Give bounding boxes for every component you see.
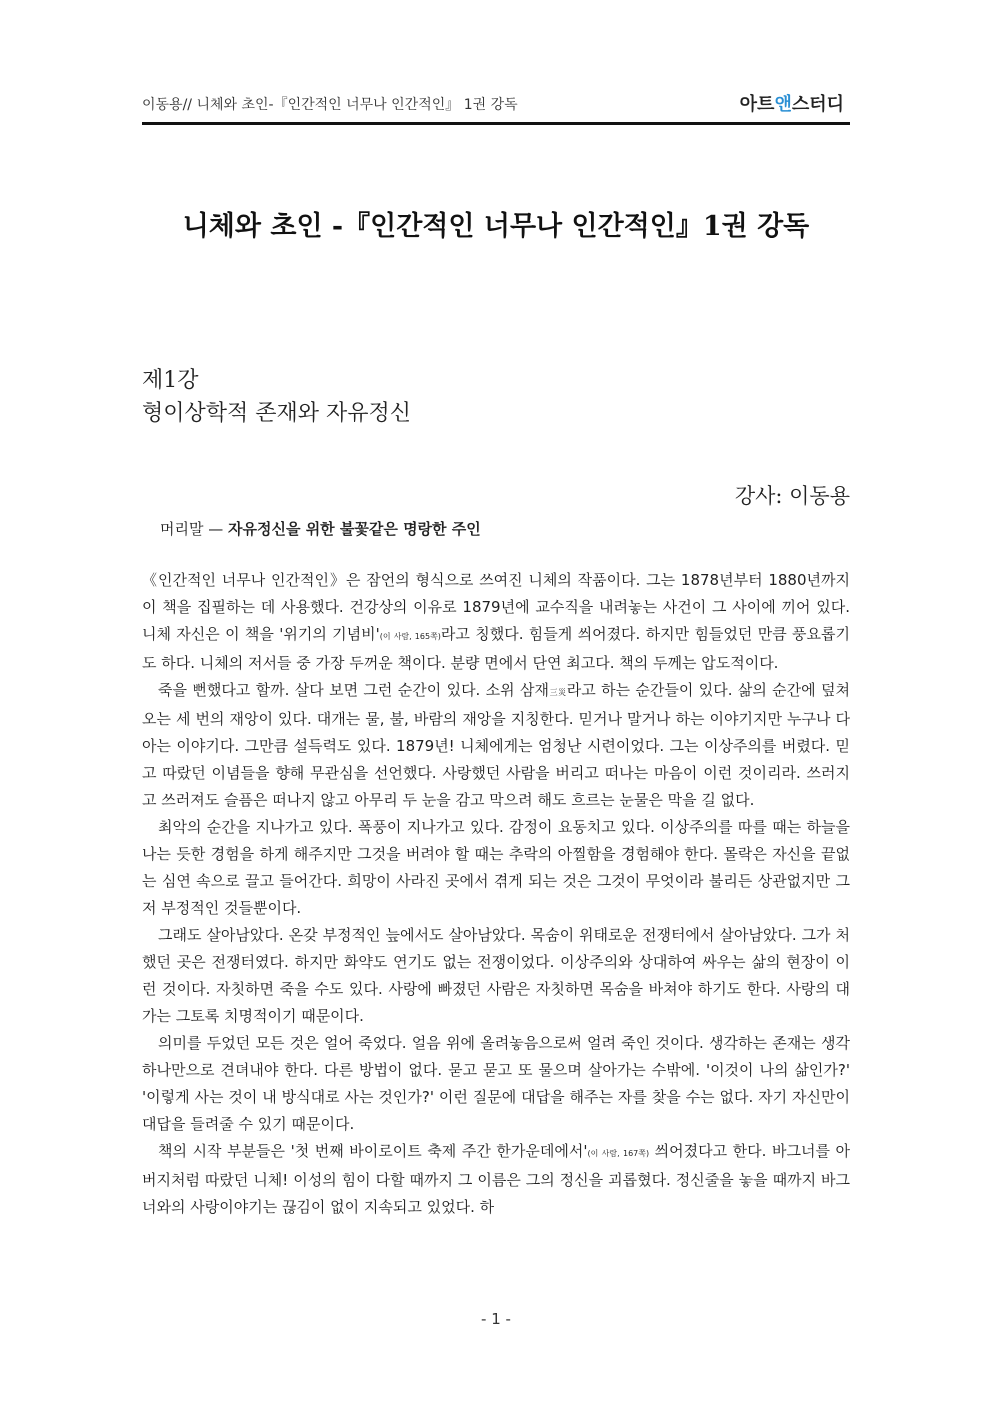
lecture-subtitle: 형이상학적 존재와 자유정신 [142, 401, 412, 426]
document-title: 니체와 초인 -『인간적인 너무나 인간적인』1권 강독 [182, 211, 810, 242]
body-text [142, 567, 850, 1221]
lecture-heading [142, 364, 411, 430]
paragraph [142, 677, 850, 814]
brand-part-1: 아트 [739, 94, 775, 115]
paragraph-text: 책의 시작 부분들은 '첫 번째 바이로이트 축제 주간 한가운데에서' [158, 1142, 588, 1160]
page-number: - 1 - [481, 1310, 511, 1328]
paragraph-text: 의미를 두었던 모든 것은 얼어 죽었다. 얼음 위에 올려놓음으로써 얼려 죽인 것이다. 생각하는 존재는 생각 하나만으로 견뎌내야 한다. 다른 방법이 없다. 묻고 묻고 또 물으며 살아가는 수밖에. '이것이 나의 삶인가?' '이렇게 사는 것이 내 방식대로 사는 것인가?' 이런 질문에 대답을 해주는 자를 찾을 수는 없다. 자기 자신만이 대답을 들려줄 수 있기 때문이다. [142, 1034, 850, 1133]
paragraph [142, 814, 850, 922]
paragraph [142, 567, 850, 677]
page-header [142, 88, 850, 125]
paragraph [142, 1138, 850, 1221]
paragraph-text: 최악의 순간을 지나가고 있다. 폭풍이 지나가고 있다. 감정이 요동치고 있다. 이상주의를 따를 때는 하늘을 나는 듯한 경험을 하게 해주지만 그것을 버려야 할 때는 추락의 아찔함을 경험해야 한다. 몰락은 자신을 끝없는 심연 속으로 끌고 들어간다. 희망이 사라진 곳에서 겪게 되는 것은 그것이 무엇이라 불리든 상관없지만 그저 부정적인 것들뿐이다. [142, 818, 850, 917]
paragraph [142, 922, 850, 1030]
paragraph-text: 《인간적인 너무나 인간적인》은 잠언의 형식으로 쓰여진 니체의 작품이다. 그는 1878년부터 1880년까지 이 책을 집필하는 데 사용했다. 건강상의 이유로 1879년에 교수직을 내려놓는 사건이 그 사이에 끼어 있다. 니체 자신은 이 책을 '위기의 기념비' [142, 571, 850, 643]
brand-logo [740, 90, 844, 116]
hanja-note: 三災 [549, 688, 567, 697]
preface-label: 머리말 — [160, 520, 229, 538]
citation-note: (이 사람, 165쪽) [379, 632, 441, 641]
brand-part-2: 스터디 [791, 94, 844, 115]
header-running-title: 이동용// 니체와 초인-『인간적인 너무나 인간적인』 1권 강독 [142, 97, 518, 113]
paragraph-text: 씌어졌다고 한다. 바그너를 아버지처럼 따랐던 니체! 이성의 힘이 다할 때까지 그 이름은 그의 정신을 괴롭혔다. 정신줄을 놓을 때까지 바그너와의 사랑이야기는 끊김이 없이 지속되고 있었다. 하 [142, 1142, 850, 1216]
lecturer-name: 강사: 이동용 [734, 484, 850, 508]
preface-title: 자유정신을 위한 불꽃같은 명랑한 주인 [228, 520, 481, 538]
paragraph-text: 라고 하는 순간들이 있다. 삶의 순간에 덮쳐오는 세 번의 재앙이 있다. 대개는 물, 불, 바람의 재앙을 지칭한다. 믿거나 말거나 하는 이야기지만 누구나 다 아는 이야기다. 그만큼 설득력도 있다. 1879년! 니체에게는 엄청난 시련이었다. 그는 이상주의를 버렸다. 믿고 따랐던 이념들을 향해 무관심을 선언했다. 사랑했던 사람을 버리고 떠나는 마음이 이런 것이리라. 쓰러지고 쓰러져도 슬픔은 떠나지 않고 아무리 두 눈을 감고 막으려 해도 흐르는 눈물은 막을 길 없다. [142, 681, 850, 809]
paragraph-text: 라고 칭했다. 힘들게 씌어졌다. 하지만 힘들었던 만큼 풍요롭기도 하다. 니체의 저서들 중 가장 두꺼운 책이다. 분량 면에서 단연 최고다. 책의 두께는 압도적이다. [142, 625, 850, 672]
citation-note: (이 사람, 167쪽) [587, 1149, 650, 1158]
lecture-number: 제1강 [142, 368, 199, 393]
preface-heading [160, 518, 481, 539]
paragraph-text: 그래도 살아남았다. 온갖 부정적인 늪에서도 살아남았다. 목숨이 위태로운 전쟁터에서 살아남았다. 그가 처했던 곳은 전쟁터였다. 하지만 화약도 연기도 없는 전쟁이었다. 이상주의와 상대하여 싸우는 삶의 현장이 이런 것이다. 자칫하면 죽을 수도 있다. 사랑에 빠졌던 사람은 자칫하면 목숨을 바쳐야 하기도 한다. 사랑의 대가는 그토록 치명적이기 때문이다. [142, 926, 850, 1025]
brand-part-accent: 앤 [774, 94, 792, 115]
paragraph [142, 1030, 850, 1138]
paragraph-text: 죽을 뻔했다고 할까. 살다 보면 그런 순간이 있다. 소위 삼재 [158, 681, 549, 699]
